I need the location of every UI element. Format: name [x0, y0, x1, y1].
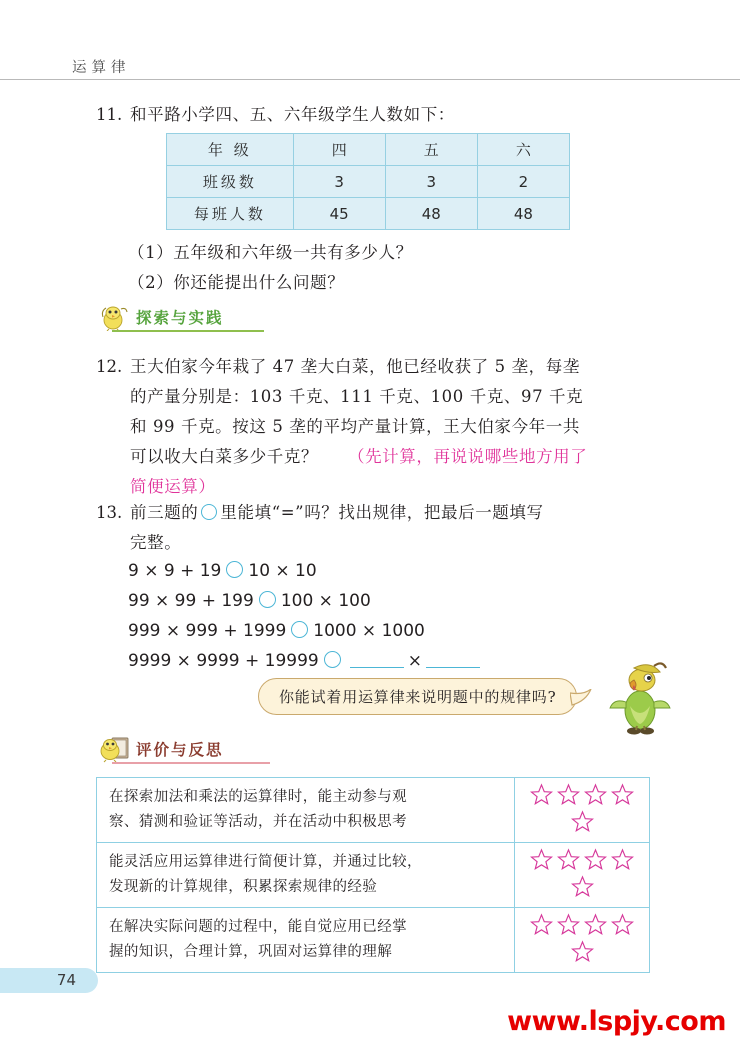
table-cell: 3: [385, 166, 477, 198]
star-icon[interactable]: [611, 848, 634, 871]
speech-bubble: [258, 678, 577, 715]
table-cell: 48: [477, 198, 569, 230]
page-number-badge: [0, 968, 98, 993]
star-icon[interactable]: [557, 848, 580, 871]
table-cell: 48: [385, 198, 477, 230]
star-icon[interactable]: [530, 913, 553, 936]
evaluation-criterion: [97, 778, 515, 843]
criterion-line-2: 发现新的计算规律，积累探索规律的经验: [109, 879, 378, 895]
problem-12-line-3: 和 99 千克。按这 5 垄的平均产量计算，王大伯家今年一共: [130, 417, 580, 436]
table-row: [167, 134, 570, 166]
star-icon[interactable]: [571, 810, 594, 833]
equation-left: 9 × 9 + 19: [128, 561, 222, 581]
star-icon[interactable]: [530, 783, 553, 806]
speech-bubble-tail: [570, 689, 592, 709]
problem-11-question-2: （2）你还能提出什么问题？: [128, 273, 345, 292]
criterion-line-2: 察、猜测和验证等活动，并在活动中积极思考: [109, 814, 407, 830]
star-icon[interactable]: [611, 783, 634, 806]
table-row: [97, 908, 650, 973]
table-row-label: 年 级: [167, 134, 294, 166]
speech-bubble-text: 你能试着用运算律来说明题中的规律吗?: [279, 688, 557, 706]
table-row-label: 班级数: [167, 166, 294, 198]
star-rating[interactable]: [515, 778, 650, 843]
problem-11-number: 11.: [96, 105, 123, 124]
problem-13: [96, 498, 696, 558]
problem-13-number: 13.: [96, 503, 123, 522]
evaluation-table: [96, 777, 650, 973]
star-rating[interactable]: [515, 908, 650, 973]
problem-13-prompt-cont: 完整。: [130, 533, 182, 552]
section-label-reflect: 评价与反思: [136, 741, 224, 759]
criterion-line-1: 能灵活应用运算律进行简便计算，并通过比较，: [109, 854, 422, 870]
table-cell: 四: [293, 134, 385, 166]
equation-operator: ×: [407, 651, 422, 671]
grade-table: [166, 133, 570, 230]
section-label-explore: 探索与实践: [136, 309, 224, 327]
problem-11-text: 和平路小学四、五、六年级学生人数如下：: [130, 105, 455, 124]
equation-right: 100 × 100: [280, 591, 371, 611]
table-cell: 2: [477, 166, 569, 198]
speech-bubble-group: [258, 678, 577, 715]
problem-12: [96, 352, 696, 502]
evaluation-criterion: [97, 908, 515, 973]
answer-blank[interactable]: [426, 652, 480, 668]
problem-11: [96, 100, 676, 130]
problem-12-line-4-wrap: [130, 442, 696, 472]
page-number: 74: [56, 971, 76, 989]
chapter-title: 运算律: [72, 60, 131, 76]
star-icon[interactable]: [557, 783, 580, 806]
circle-blank-icon[interactable]: [259, 591, 276, 608]
equation-right: 10 × 10: [248, 561, 317, 581]
problem-12-number: 12.: [96, 357, 123, 376]
problem-12-hint-line-1: （先计算，再说说哪些地方用了: [347, 447, 588, 466]
section-underline: [112, 762, 270, 764]
parrot-character: [604, 658, 676, 736]
problem-12-hint-line-2: 简便运算）: [130, 477, 216, 496]
circle-blank-icon[interactable]: [226, 561, 243, 578]
star-icon[interactable]: [530, 848, 553, 871]
problem-13-text-2: 里能填“=”吗？找出规律，把最后一题填写: [220, 503, 544, 522]
table-row: [97, 843, 650, 908]
section-underline: [112, 330, 264, 332]
equation-row: [128, 586, 484, 616]
criterion-line-2: 握的知识，合理计算，巩固对运算律的理解: [109, 944, 393, 960]
equation-left: 999 × 999 + 1999: [128, 621, 287, 641]
star-icon[interactable]: [611, 913, 634, 936]
table-row: [167, 198, 570, 230]
circle-blank-icon[interactable]: [291, 621, 308, 638]
star-icon[interactable]: [571, 940, 594, 963]
table-row: [167, 166, 570, 198]
equation-row: [128, 556, 484, 586]
table-cell: 五: [385, 134, 477, 166]
header-divider: [0, 79, 740, 80]
star-icon[interactable]: [557, 913, 580, 936]
star-icon[interactable]: [584, 913, 607, 936]
problem-11-question-1: （1）五年级和六年级一共有多少人？: [128, 243, 413, 262]
star-icon[interactable]: [584, 783, 607, 806]
star-icon[interactable]: [584, 848, 607, 871]
problem-12-line-1: 王大伯家今年栽了 47 垄大白菜，他已经收获了 5 垄，每垄: [130, 357, 580, 376]
circle-blank-icon[interactable]: [324, 651, 341, 668]
chick-book-icon: [100, 735, 130, 763]
star-rating[interactable]: [515, 843, 650, 908]
equation-row: [128, 616, 484, 646]
section-header-reflect: [100, 737, 400, 767]
table-cell: 六: [477, 134, 569, 166]
answer-blank[interactable]: [350, 652, 404, 668]
problem-13-equations: [128, 556, 484, 676]
evaluation-criterion: [97, 843, 515, 908]
section-header-explore: [100, 305, 400, 335]
problem-13-text-1: 前三题的: [130, 503, 199, 522]
chick-icon: [100, 303, 130, 331]
criterion-line-1: 在探索加法和乘法的运算律时，能主动参与观: [109, 789, 407, 805]
table-cell: 45: [293, 198, 385, 230]
table-cell: 3: [293, 166, 385, 198]
equation-left: 99 × 99 + 199: [128, 591, 254, 611]
watermark: www.lspjy.com: [507, 1006, 726, 1037]
problem-13-prompt: [130, 498, 696, 528]
criterion-line-1: 在解决实际问题的过程中，能自觉应用已经掌: [109, 919, 407, 935]
equation-right: 1000 × 1000: [313, 621, 425, 641]
problem-12-line-4: 可以收大白菜多少千克？: [130, 447, 319, 466]
star-icon[interactable]: [571, 875, 594, 898]
equation-left: 9999 × 9999 + 19999: [128, 651, 319, 671]
circle-blank-icon: [201, 504, 217, 520]
table-row-label: 每班人数: [167, 198, 294, 230]
equation-row: [128, 646, 484, 676]
problem-12-line-2: 的产量分别是：103 千克、111 千克、100 千克、97 千克: [130, 387, 584, 406]
table-row: [97, 778, 650, 843]
